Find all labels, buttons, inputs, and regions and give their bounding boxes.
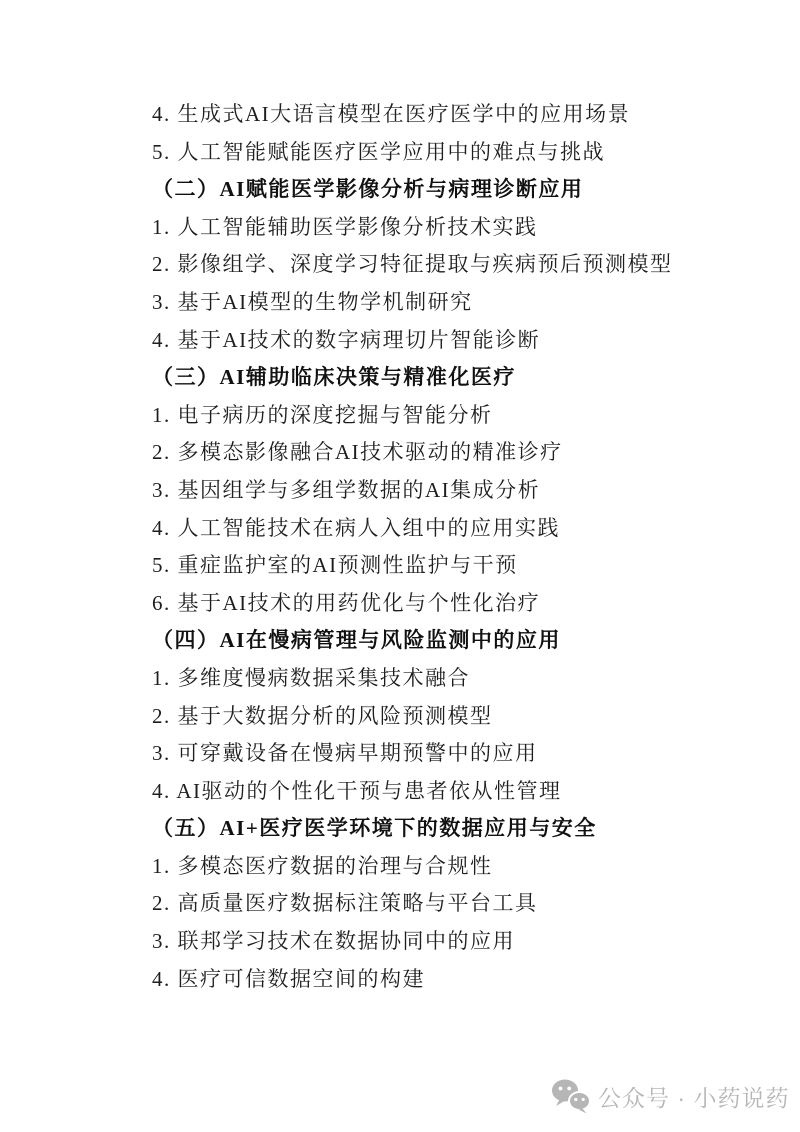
watermark — [551, 1078, 789, 1114]
outline-item: 2. 影像组学、深度学习特征提取与疾病预后预测模型 — [152, 252, 673, 277]
outline-item: 2. 多模态影像融合AI技术驱动的精准诊疗 — [152, 440, 563, 465]
outline-section-heading: （三）AI辅助临床决策与精准化医疗 — [152, 365, 516, 390]
outline-item: 4. AI驱动的个性化干预与患者依从性管理 — [152, 778, 562, 803]
outline-item: 1. 多模态医疗数据的治理与合规性 — [152, 853, 493, 878]
outline-item: 6. 基于AI技术的用药优化与个性化治疗 — [152, 590, 541, 615]
outline-item: 4. 基于AI技术的数字病理切片智能诊断 — [152, 327, 541, 352]
outline-item: 5. 重症监护室的AI预测性监护与干预 — [152, 553, 518, 578]
outline-item: 2. 高质量医疗数据标注策略与平台工具 — [152, 891, 538, 916]
outline-item: 3. 可穿戴设备在慢病早期预警中的应用 — [152, 741, 538, 766]
outline-item: 2. 基于大数据分析的风险预测模型 — [152, 703, 493, 728]
outline-section-heading: （二）AI赋能医学影像分析与病理诊断应用 — [152, 177, 584, 202]
watermark-text: 公众号 · 小药说药 — [598, 1084, 790, 1111]
wechat-icon — [551, 1078, 591, 1114]
outline — [152, 96, 780, 998]
outline-item: 1. 电子病历的深度挖掘与智能分析 — [152, 402, 493, 427]
outline-item: 3. 基于AI模型的生物学机制研究 — [152, 289, 473, 314]
outline-section-heading: （四）AI在慢病管理与风险监测中的应用 — [152, 628, 561, 653]
outline-item: 1. 人工智能辅助医学影像分析技术实践 — [152, 214, 538, 239]
outline-section-heading: （五）AI+医疗医学环境下的数据应用与安全 — [152, 816, 597, 841]
outline-item: 5. 人工智能赋能医疗医学应用中的难点与挑战 — [152, 139, 605, 164]
outline-item: 4. 生成式AI大语言模型在医疗医学中的应用场景 — [152, 102, 631, 126]
outline-item: 1. 多维度慢病数据采集技术融合 — [152, 665, 470, 690]
outline-item: 4. 人工智能技术在病人入组中的应用实践 — [152, 515, 560, 540]
outline-item: 3. 联邦学习技术在数据协同中的应用 — [152, 929, 515, 954]
outline-item: 4. 医疗可信数据空间的构建 — [152, 966, 425, 991]
outline-item: 3. 基因组学与多组学数据的AI集成分析 — [152, 477, 541, 502]
